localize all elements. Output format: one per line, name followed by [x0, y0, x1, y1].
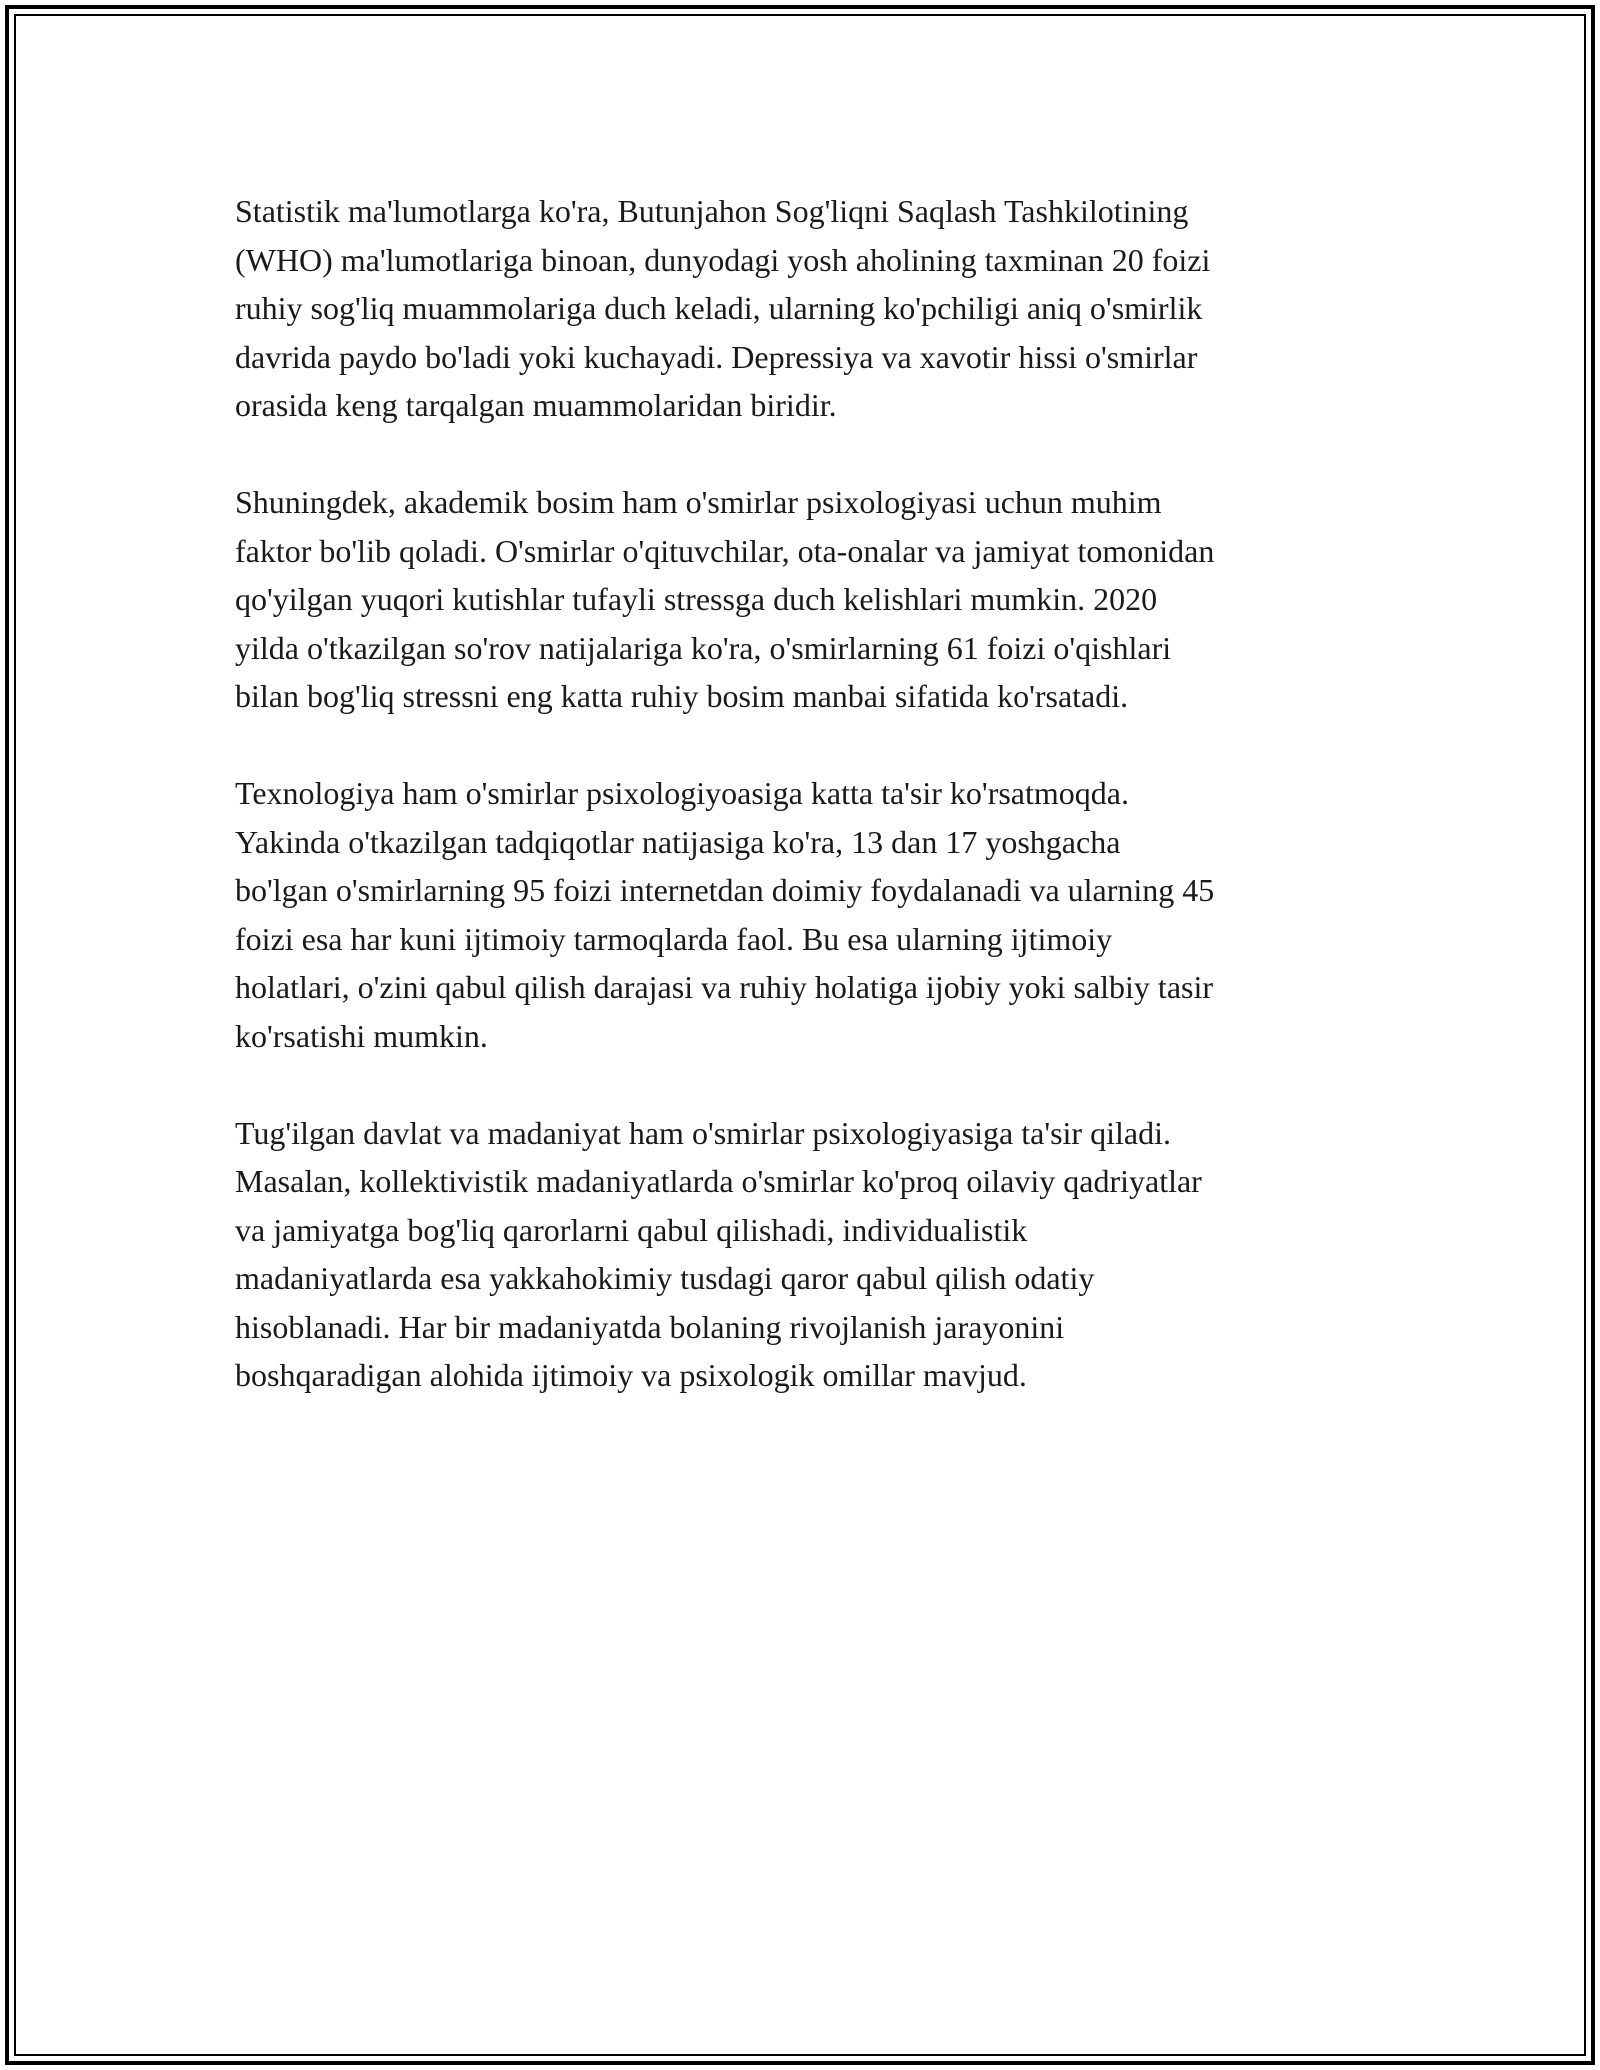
document-body	[235, 187, 1365, 1448]
text-line: hisoblanadi. Har bir madaniyatda bolaning rivojlanish jarayonini	[235, 1308, 1065, 1345]
text-line: qo'yilgan yuqori kutishlar tufayli stressga duch kelishlari mumkin. 2020	[235, 581, 1158, 617]
text-line: ko'rsatishi mumkin.	[235, 1017, 488, 1054]
text-line: bilan bog'liq stressni eng katta ruhiy bosim manbai sifatida ko'rsatadi.	[235, 678, 1129, 714]
text-line: Texnologiya ham o'smirlar psixologiyoasiga katta ta'sir ko'rsatmoqda.	[235, 775, 1129, 811]
text-line: orasida keng tarqalgan muammolaridan biridir.	[235, 387, 837, 423]
text-line: faktor bo'lib qoladi. O'smirlar o'qituvchilar, ota-onalar va jamiyat tomonidan	[235, 532, 1215, 569]
text-line: ruhiy sog'liq muammolariga duch keladi, ularning ko'pchiligi aniq o'smirlik	[235, 290, 1203, 326]
text-line: davrida paydo bo'ladi yoki kuchayadi. Depressiya va xavotir hissi o'smirlar	[235, 338, 1198, 375]
text-line: bo'lgan o'smirlarning 95 foizi internetdan doimiy foydalanadi va ularning 45	[235, 872, 1215, 908]
text-line: Statistik ma'lumotlarga ko'ra, Butunjahon Sog'liqni Saqlash Tashkilotining	[235, 193, 1189, 229]
paragraph-statistics	[235, 187, 1365, 430]
text-line: va jamiyatga bog'liq qarorlarni qabul qilishadi, individualistik	[235, 1211, 1028, 1248]
text-line: Masalan, kollektivistik madaniyatlarda o'smirlar ko'proq oilaviy qadriyatlar	[235, 1163, 1202, 1199]
paragraph-academic-pressure	[235, 478, 1365, 721]
text-line: Shuningdek, akademik bosim ham o'smirlar psixologiyasi uchun muhim	[235, 484, 1162, 520]
text-line: Tug'ilgan davlat va madaniyat ham o'smirlar psixologiyasiga ta'sir qiladi.	[235, 1114, 1171, 1151]
text-line: (WHO) ma'lumotlariga binoan, dunyodagi yosh aholining taxminan 20 foizi	[235, 241, 1211, 278]
paragraph-culture	[235, 1109, 1365, 1400]
text-line: foizi esa har kuni ijtimoiy tarmoqlarda faol. Bu esa ularning ijtimoiy	[235, 920, 1113, 957]
text-line: boshqaradigan alohida ijtimoiy va psixologik omillar mavjud.	[235, 1357, 1027, 1393]
paragraph-technology	[235, 769, 1365, 1060]
text-line: Yakinda o'tkazilgan tadqiqotlar natijasiga ko'ra, 13 dan 17 yoshgacha	[235, 823, 1121, 860]
text-line: yilda o'tkazilgan so'rov natijalariga ko'ra, o'smirlarning 61 foizi o'qishlari	[235, 629, 1172, 666]
text-line: madaniyatlarda esa yakkahokimiy tusdagi qaror qabul qilish odatiy	[235, 1260, 1095, 1296]
text-line: holatlari, o'zini qabul qilish darajasi va ruhiy holatiga ijobiy yoki salbiy tasir	[235, 969, 1214, 1005]
